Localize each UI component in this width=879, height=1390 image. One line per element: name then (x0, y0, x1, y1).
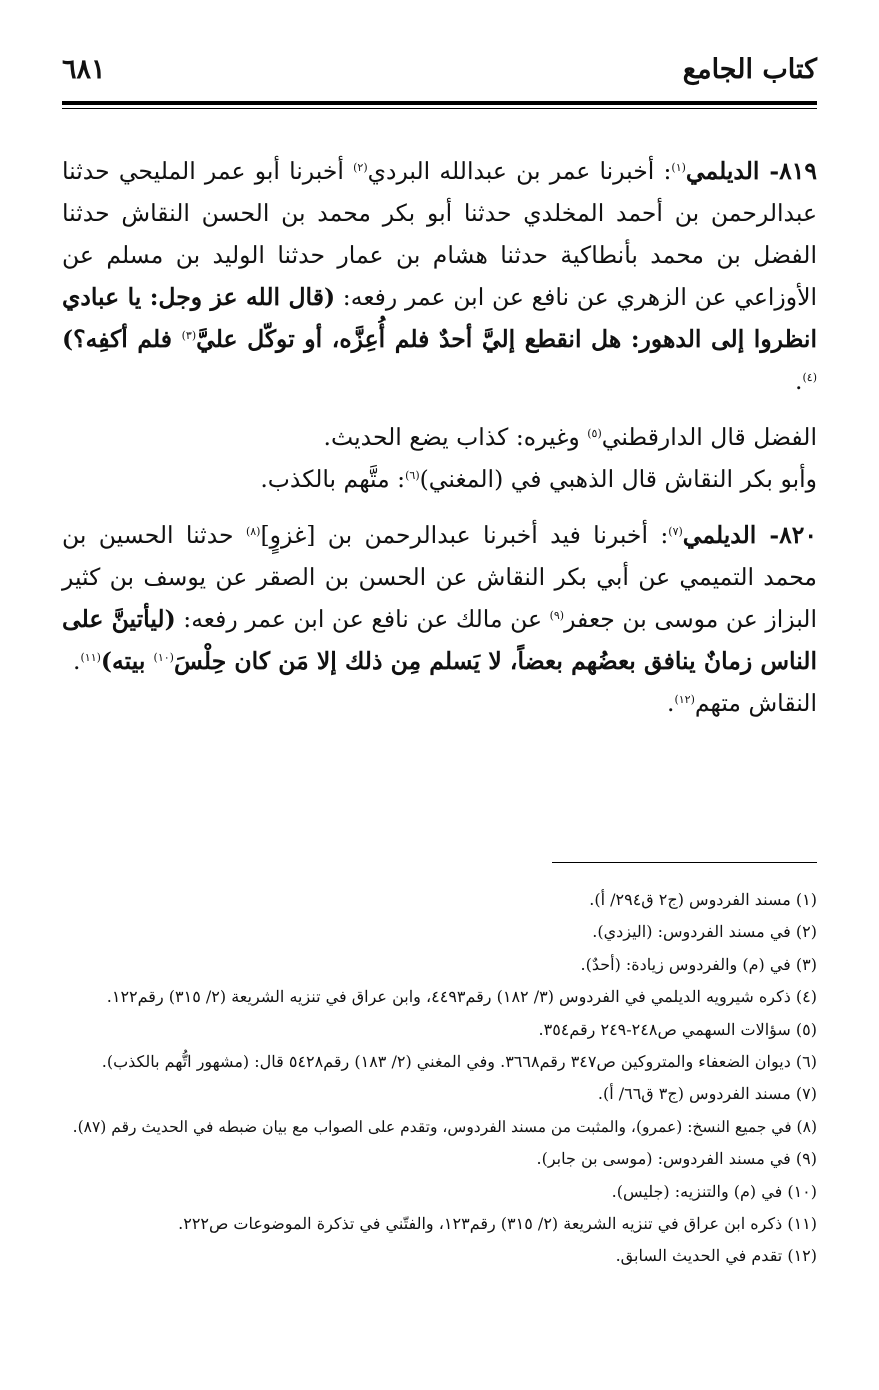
footnote: (٢) في مسند الفردوس: (اليزدي). (592, 922, 817, 942)
footnote-ref: (٥) (587, 427, 602, 440)
footnote-ref: (١) (671, 161, 686, 174)
footnote: (٨) في جميع النسخ: (عمرو)، والمثبت من مسند الفردوس، وتقدم على الصواب مع بيان ضبطه في الحديث رقم (٨٧). (72, 1117, 817, 1136)
comment-naqqash (62, 458, 817, 500)
end-punct: . (73, 647, 81, 675)
hadith-number: ٨١٩- (759, 157, 817, 185)
footnote-ref: (٦) (405, 469, 420, 482)
footnote-ref: (١٠) (153, 651, 174, 664)
footnote: (٦) ديوان الضعفاء والمتروكين ص٣٤٧ رقم٣٦٦٨. وفي المغني (٢/ ١٨٣) رقم٥٤٢٨ قال: (مشهور اتُّهم بالكذب). (101, 1052, 817, 1072)
comment-text: وأبو بكر النقاش قال الذهبي في (المغني) (419, 465, 817, 493)
comment-naqqash-2 (62, 682, 817, 724)
footnote-ref: (٨) (245, 525, 261, 538)
comment-fadl (62, 416, 817, 458)
comment-text: : متَّهم بالكذب. (260, 465, 406, 493)
end-punct: . (666, 689, 675, 717)
footnote: (٧) مسند الفردوس (ج٣ ق٦٦/ أ). (597, 1084, 817, 1104)
comment-text: النقاش متهم (694, 689, 817, 717)
footnote: (١٢) تقدم في الحديث السابق. (615, 1246, 817, 1266)
footnote-ref: (٣) (181, 329, 197, 342)
hadith-number: ٨٢٠- (756, 521, 818, 549)
footnote-ref: (١٢) (674, 693, 695, 706)
header-rule-thin (62, 108, 817, 109)
narrator-name: الديلمي (685, 157, 760, 185)
isnad-text: أخبرنا أبو عمر المليحي حدثنا عبدالرحمن بن أحمد المخلدي حدثنا أبو بكر محمد بن الحسن النقاش حدثنا الفضل بن محمد بأنطاكية حدثنا هشام بن عمار حدثنا الوليد بن مسلم عن الأوزاعي عن الزهري عن نافع عن ابن عمر رفعه: (62, 157, 817, 311)
footnote-ref: (٤) (802, 371, 817, 384)
footnote: (١١) ذكره ابن عراق في تنزيه الشريعة (٢/ ٣١٥) رقم١٢٣، والفتّني في تذكرة الموضوعات ص٢٢٢. (178, 1214, 817, 1234)
footnote: (١) مسند الفردوس (ج٢ ق٢٩٤/ أ). (589, 890, 817, 909)
page-header (62, 48, 817, 98)
hadith-matn: فلم أكفِه؟) (62, 325, 182, 353)
hadith-819 (62, 150, 817, 402)
hadith-matn: (ليأتينَّ على الناس زمانٌ ينافق بعضُهم بعضاً، لا يَسلم مِن ذلك إلا مَن كان حِلْسَ (62, 605, 817, 675)
footnote: (٥) سؤالات السهمي ص٢٤٨-٢٤٩ رقم٣٥٤. (538, 1019, 817, 1039)
footnote: (٤) ذكره شيرويه الديلمي في الفردوس (٣/ ١٨٢) رقم٤٤٩٣، وابن عراق في تنزيه الشريعة (٢/ ٣١٥) رقم١٢٢. (106, 987, 817, 1007)
footnotes (62, 884, 817, 1273)
footnote: (٩) في مسند الفردوس: (موسى بن جابر). (536, 1149, 817, 1169)
main-text (62, 150, 817, 724)
hadith-820 (62, 514, 817, 682)
page-number: ٦٨١ (62, 54, 106, 85)
isnad-text: حدثنا الحسين بن محمد التميمي عن أبي بكر النقاش عن الحسن بن الصقر عن يوسف بن كثير البزاز عن موسى بن جعفر (62, 521, 818, 633)
end-punct: . (795, 367, 803, 395)
footnote-separator (552, 862, 817, 863)
footnote: (١٠) في (م) والتنزيه: (جليس). (611, 1181, 817, 1201)
comment-text: الفضل قال الدارقطني (601, 423, 817, 451)
footnote-ref: (٧) (668, 525, 683, 538)
narrator-name: الديلمي (682, 521, 757, 549)
comment-text: وغيره: كذاب يضع الحديث. (323, 423, 588, 451)
footnote: (٣) في (م) والفردوس زيادة: (أحدٌ). (580, 954, 817, 974)
hadith-matn: (قال الله عز وجل: يا عبادي انظروا إلى الدهور: هل انقطع إليَّ أحدٌ فلم أُعِزَّه، أو توكّل عليَّ (62, 283, 817, 353)
isnad-text: عن مالك عن نافع عن ابن عمر رفعه: (175, 605, 550, 633)
footnote-ref: (٩) (549, 609, 565, 622)
hadith-matn: بيته) (100, 647, 154, 675)
footnote-ref: (٢) (353, 161, 368, 174)
isnad-text: : أخبرنا عمر بن عبدالله البردي (367, 157, 672, 185)
footnote-ref: (١١) (80, 651, 101, 664)
isnad-text: : أخبرنا فيد أخبرنا عبدالرحمن بن [غزوٍ] (260, 521, 669, 549)
running-title: كتاب الجامع (682, 54, 817, 85)
header-rule-thick (62, 101, 817, 105)
